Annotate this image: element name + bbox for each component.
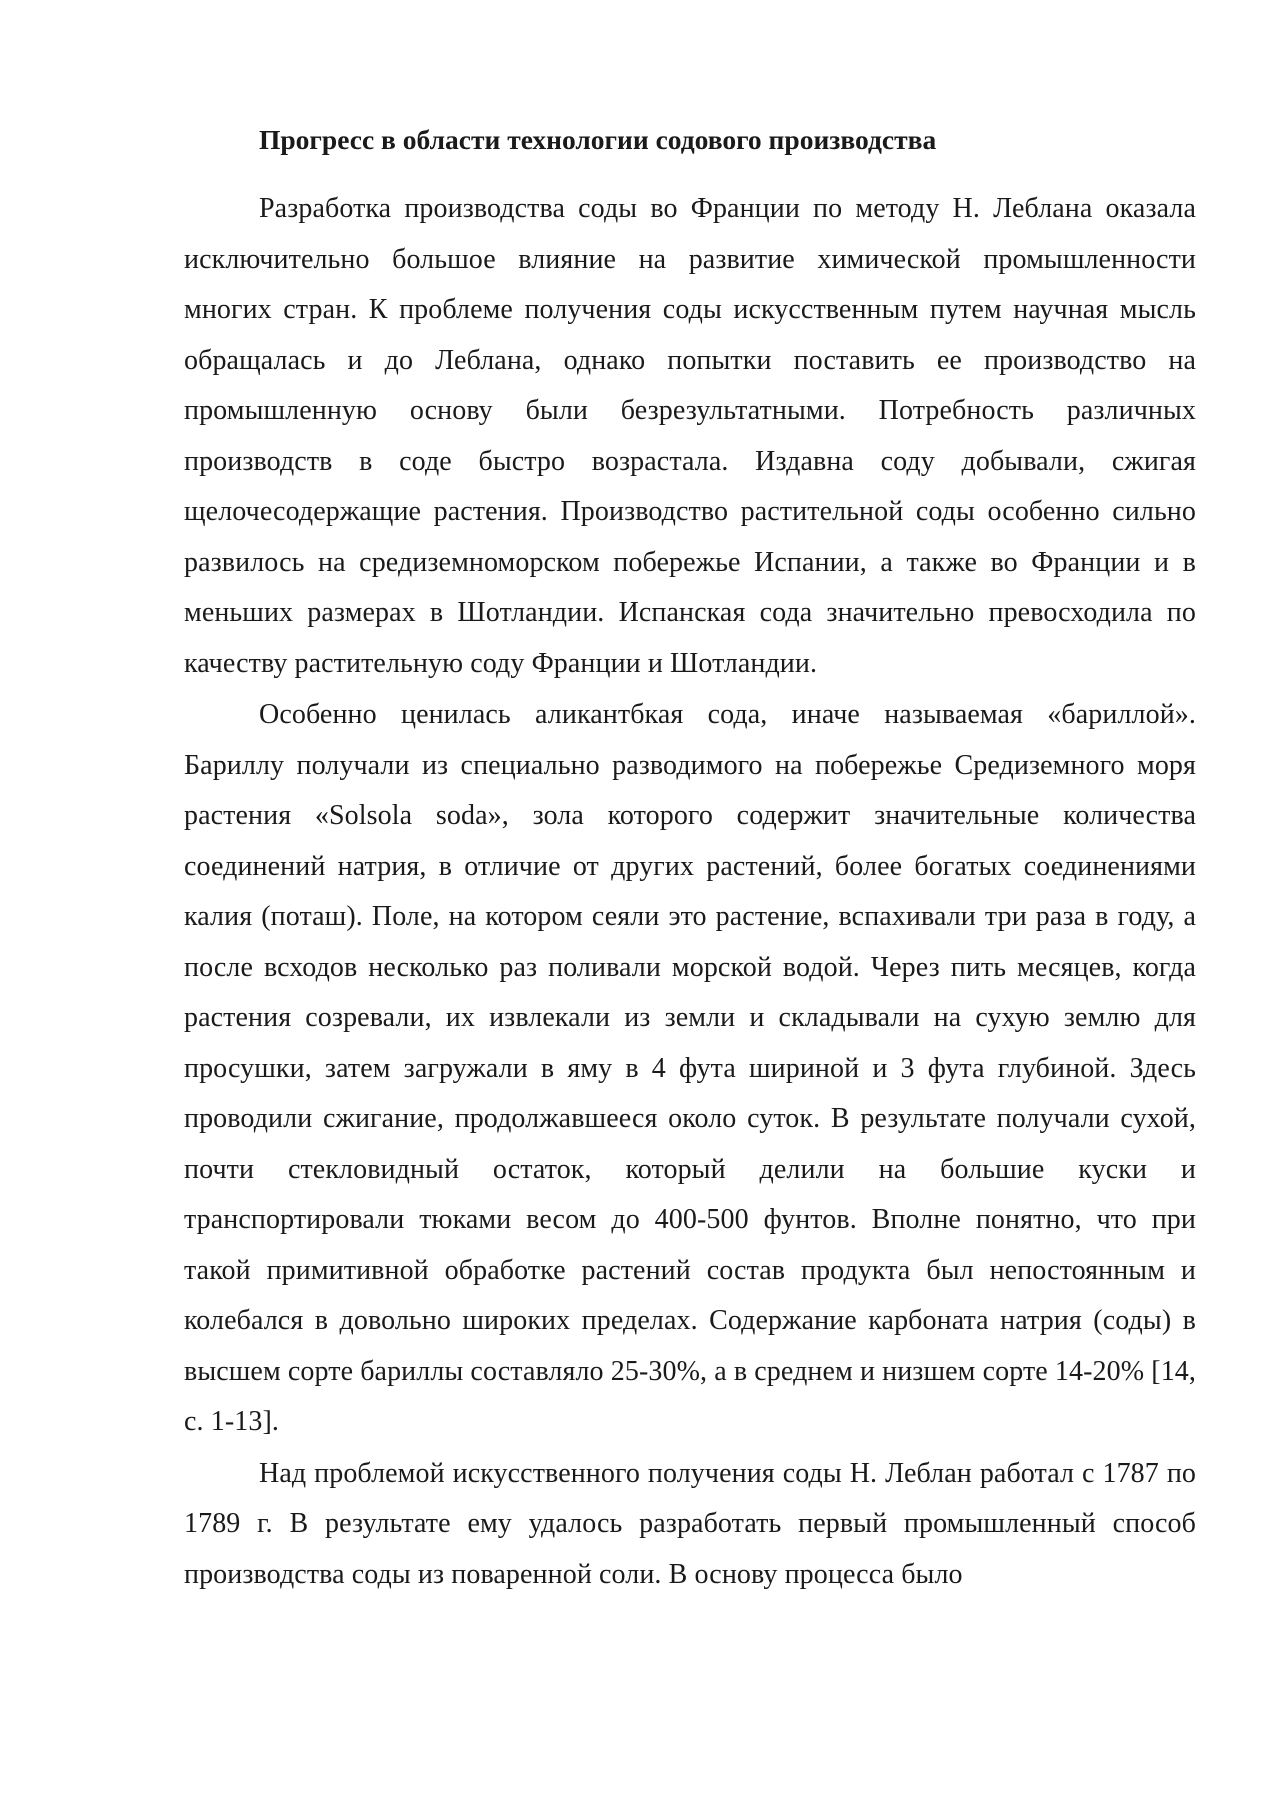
document-title: Прогресс в области технологии содового производства [259,124,937,155]
paragraph-1: Разработка производства соды во Франции по методу Н. Леблана оказала исключительно большое влияние на развитие химической промышленности многих стран. К проблеме получения соды искусственным путем научная мысль обращалась и до Леблана, однако попытки поставить ее производство на промышленную основу были безрезультатными. Потребность различных производств в соде быстро возрастала. Издавна соду добывали, сжигая щелочесодержащие растения. Производство растительной соды особенно сильно развилось на средиземноморском побережье Испании, а также во Франции и в меньших размерах в Шотландии. Испанская сода значительно превосходила по качеству растительную соду Франции и Шотландии. [184,193,1196,679]
document-body [184,122,1196,1600]
paragraph-3: Над проблемой искусственного получения соды Н. Леблан работал с 1787 по 1789 г. В результате ему удалось разработать первый промышленный способ производства соды из поваренной соли. В основу процесса было [184,1457,1196,1590]
paragraph-2: Особенно ценилась аликантбкая сода, иначе называемая «бариллой». Бариллу получали из специально разводимого на побережье Средиземного моря растения «Solsola soda», зола которого содержит значительные количества соединений натрия, в отличие от других растений, более богатых соединениями калия (поташ). Поле, на котором сеяли это растение, вспахивали три раза в году, а после всходов несколько раз поливали морской водой. Через пить месяцев, когда растения созревали, их извлекали из земли и складывали на сухую землю для просушки, затем загружали в яму в 4 фута шириной и 3 фута глубиной. Здесь проводили сжигание, продолжавшееся около суток. В результате получали сухой, почти стекловидный остаток, который делили на большие куски и транспортировали тюками весом до 400-500 фунтов. Вполне понятно, что при такой примитивной обработке растений состав продукта был непостоянным и колебался в довольно широких пределах. Содержание карбоната натрия (соды) в высшем сорте бариллы составляло 25-30%, а в среднем и низшем сорте 14-20% [14, с. 1-13]. [184,699,1196,1437]
